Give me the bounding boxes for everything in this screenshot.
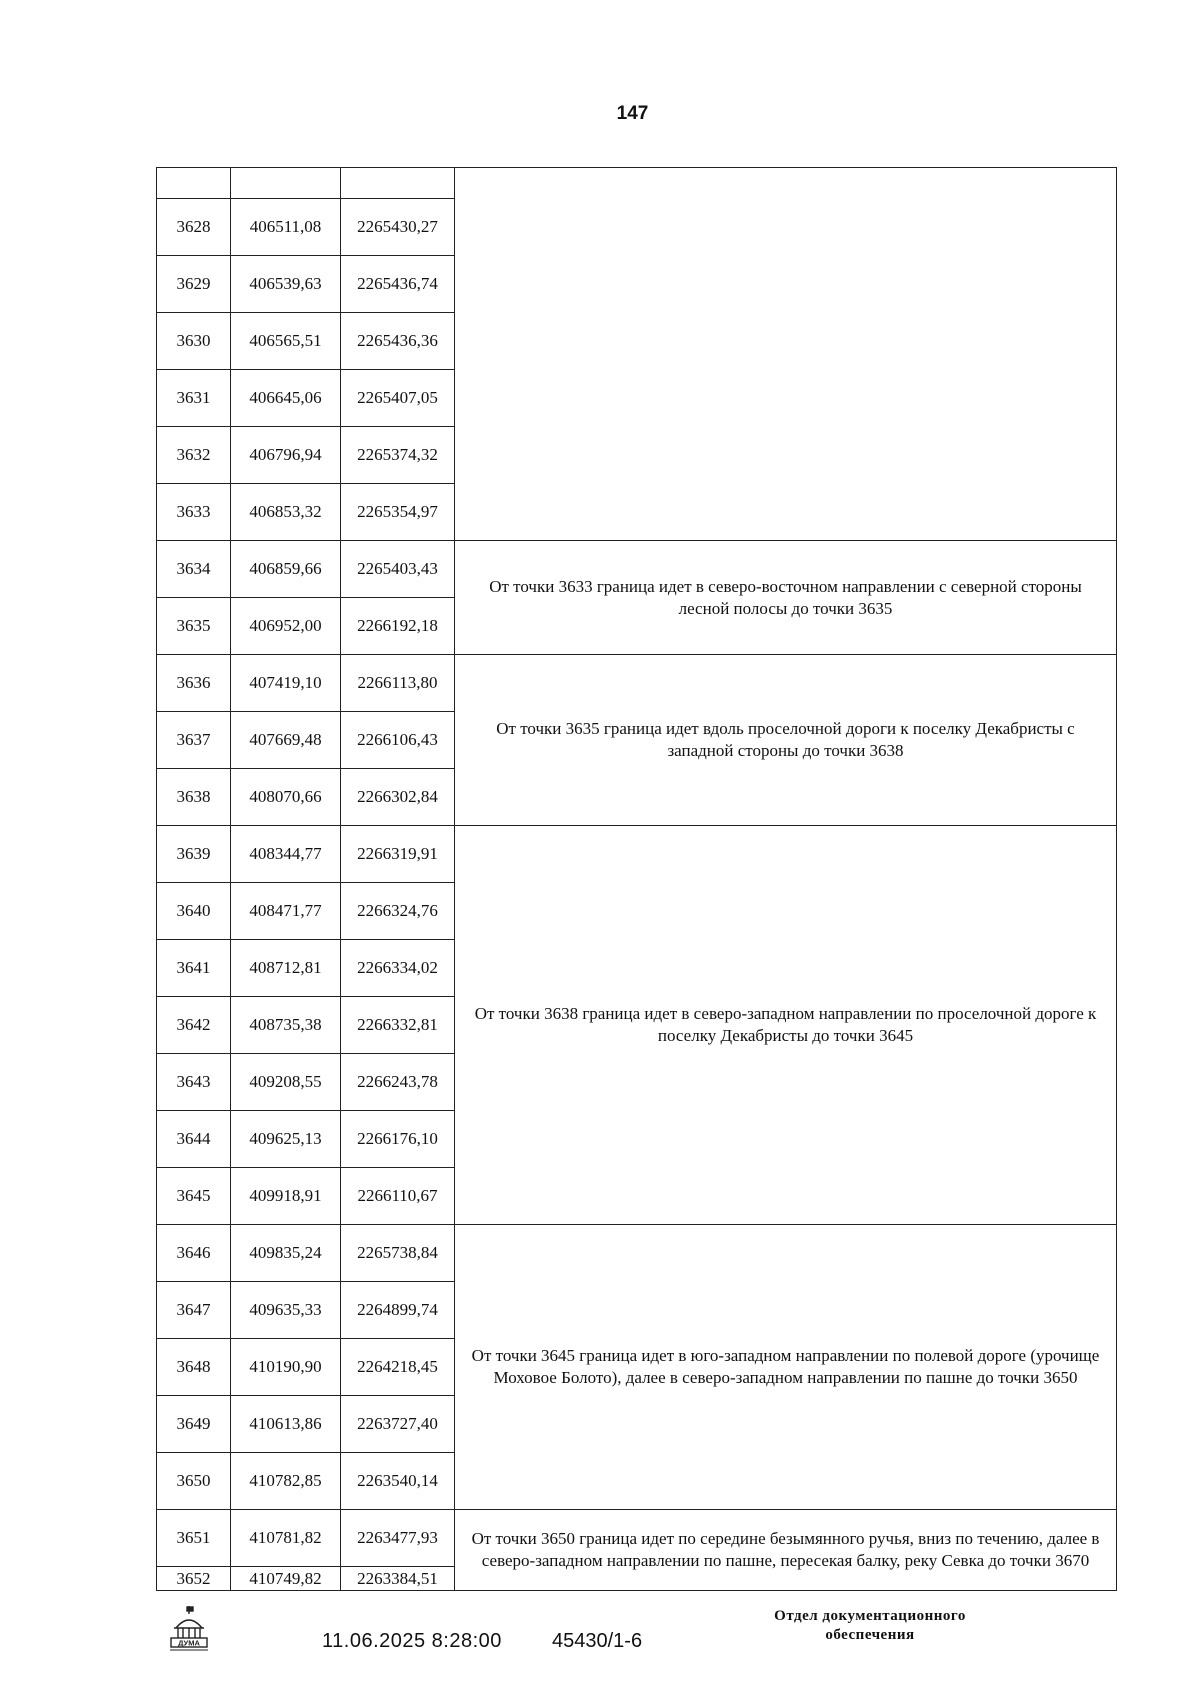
- cell-x: 406853,32: [231, 484, 341, 541]
- boundary-description: От точки 3638 граница идет в северо-западном направлении по проселочной дороге к поселку Декабристы до точки 3645: [455, 826, 1117, 1225]
- cell-x: 406796,94: [231, 427, 341, 484]
- cell-y: 2263727,40: [341, 1396, 455, 1453]
- cell-x: 410782,85: [231, 1453, 341, 1510]
- description-cell-empty: [455, 168, 1117, 541]
- duma-logo: [168, 1604, 210, 1652]
- cell-x: 409625,13: [231, 1111, 341, 1168]
- cell-y: 2265354,97: [341, 484, 455, 541]
- cell-x: 408735,38: [231, 997, 341, 1054]
- table-row: [157, 541, 1117, 598]
- cell-y: 2266113,80: [341, 655, 455, 712]
- header-cell-y: [341, 168, 455, 199]
- cell-x: 410613,86: [231, 1396, 341, 1453]
- cell-x: 408471,77: [231, 883, 341, 940]
- boundary-description: От точки 3650 граница идет по середине безымянного ручья, вниз по течению, далее в северо-западном направлении по пашне, пересекая балку, реку Севка до точки 3670: [455, 1510, 1117, 1591]
- cell-num: 3650: [157, 1453, 231, 1510]
- header-cell-num: [157, 168, 231, 199]
- cell-y: 2266324,76: [341, 883, 455, 940]
- cell-y: 2266319,91: [341, 826, 455, 883]
- cell-y: 2266302,84: [341, 769, 455, 826]
- cell-num: 3651: [157, 1510, 231, 1567]
- cell-y: 2265430,27: [341, 199, 455, 256]
- table-row: [157, 1225, 1117, 1282]
- logo-text: ДУМА: [178, 1638, 200, 1648]
- cell-y: 2265374,32: [341, 427, 455, 484]
- cell-x: 406952,00: [231, 598, 341, 655]
- cell-x: 408344,77: [231, 826, 341, 883]
- cell-y: 2263384,51: [341, 1567, 455, 1591]
- cell-num: 3642: [157, 997, 231, 1054]
- cell-y: 2264899,74: [341, 1282, 455, 1339]
- cell-num: 3630: [157, 313, 231, 370]
- cell-y: 2266243,78: [341, 1054, 455, 1111]
- cell-y: 2266192,18: [341, 598, 455, 655]
- cell-y: 2265403,43: [341, 541, 455, 598]
- cell-num: 3643: [157, 1054, 231, 1111]
- header-cell-x: [231, 168, 341, 199]
- cell-y: 2265436,74: [341, 256, 455, 313]
- cell-num: 3638: [157, 769, 231, 826]
- cell-x: 406859,66: [231, 541, 341, 598]
- department-stamp: [720, 1607, 1020, 1645]
- cell-x: 406511,08: [231, 199, 341, 256]
- stamp-line-2: обеспечения: [825, 1627, 915, 1643]
- cell-num: 3631: [157, 370, 231, 427]
- cell-x: 410190,90: [231, 1339, 341, 1396]
- cell-num: 3634: [157, 541, 231, 598]
- cell-num: 3637: [157, 712, 231, 769]
- cell-x: 407669,48: [231, 712, 341, 769]
- cell-x: 407419,10: [231, 655, 341, 712]
- boundary-description: От точки 3635 граница идет вдоль проселочной дороги к поселку Декабристы с западной стороны до точки 3638: [455, 655, 1117, 826]
- cell-y: 2263540,14: [341, 1453, 455, 1510]
- header-row: [157, 168, 1117, 199]
- cell-num: 3644: [157, 1111, 231, 1168]
- cell-y: 2265407,05: [341, 370, 455, 427]
- cell-x: 410781,82: [231, 1510, 341, 1567]
- cell-x: 406645,06: [231, 370, 341, 427]
- cell-num: 3632: [157, 427, 231, 484]
- page-number: 147: [616, 103, 649, 124]
- cell-y: 2265436,36: [341, 313, 455, 370]
- cell-num: 3640: [157, 883, 231, 940]
- cell-num: 3645: [157, 1168, 231, 1225]
- cell-x: 406565,51: [231, 313, 341, 370]
- cell-num: 3641: [157, 940, 231, 997]
- cell-num: 3648: [157, 1339, 231, 1396]
- cell-y: 2266176,10: [341, 1111, 455, 1168]
- stamp-line-1: Отдел документационного: [774, 1608, 966, 1624]
- cell-num: 3629: [157, 256, 231, 313]
- cell-num: 3652: [157, 1567, 231, 1591]
- cell-x: 408712,81: [231, 940, 341, 997]
- cell-x: 409208,55: [231, 1054, 341, 1111]
- boundary-description: От точки 3645 граница идет в юго-западном направлении по полевой дороге (урочище Моховое Болото), далее в северо-западном направлении по пашне до точки 3650: [455, 1225, 1117, 1510]
- table-row: [157, 826, 1117, 883]
- cell-y: 2263477,93: [341, 1510, 455, 1567]
- footer-doc-number: 45430/1-6: [552, 1630, 643, 1652]
- cell-y: 2264218,45: [341, 1339, 455, 1396]
- cell-num: 3646: [157, 1225, 231, 1282]
- cell-x: 409635,33: [231, 1282, 341, 1339]
- cell-num: 3636: [157, 655, 231, 712]
- table-row: [157, 655, 1117, 712]
- table-row: [157, 1510, 1117, 1567]
- cell-y: 2266106,43: [341, 712, 455, 769]
- cell-x: 409835,24: [231, 1225, 341, 1282]
- cell-num: 3649: [157, 1396, 231, 1453]
- cell-y: 2266334,02: [341, 940, 455, 997]
- cell-num: 3635: [157, 598, 231, 655]
- cell-y: 2265738,84: [341, 1225, 455, 1282]
- cell-x: 408070,66: [231, 769, 341, 826]
- boundary-description: От точки 3633 граница идет в северо-восточном направлении с северной стороны лесной полосы до точки 3635: [455, 541, 1117, 655]
- cell-num: 3628: [157, 199, 231, 256]
- cell-y: 2266110,67: [341, 1168, 455, 1225]
- cell-x: 406539,63: [231, 256, 341, 313]
- cell-x: 410749,82: [231, 1567, 341, 1591]
- cell-num: 3639: [157, 826, 231, 883]
- cell-num: 3647: [157, 1282, 231, 1339]
- footer-datetime: 11.06.2025 8:28:00: [322, 1630, 502, 1652]
- cell-num: 3633: [157, 484, 231, 541]
- cell-x: 409918,91: [231, 1168, 341, 1225]
- cell-y: 2266332,81: [341, 997, 455, 1054]
- boundary-coordinates-table: [156, 167, 1117, 1591]
